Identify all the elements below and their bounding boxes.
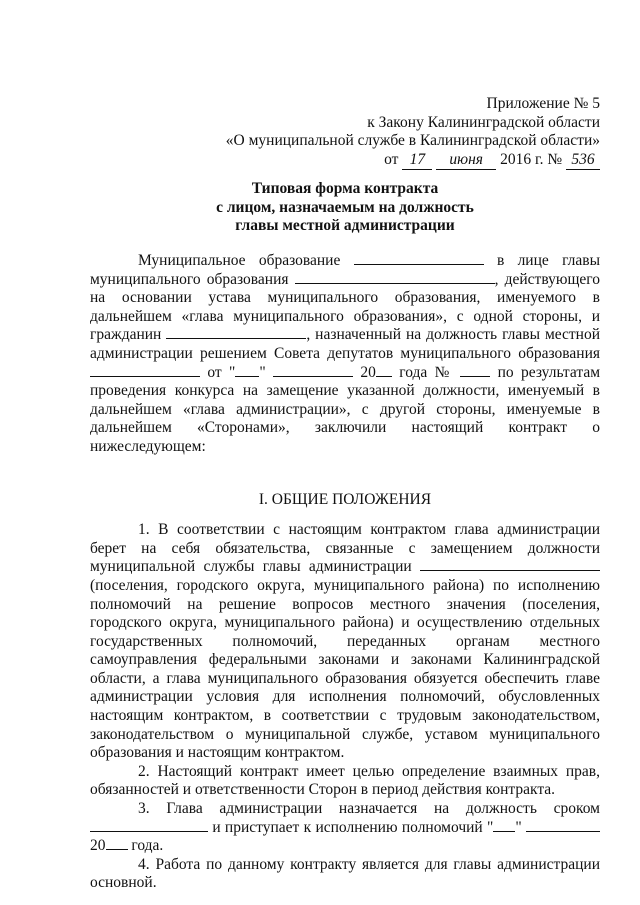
blank-start-month (526, 819, 600, 832)
intro-text-2: в лице главы муниципального образования (90, 252, 600, 288)
blank-administration-name (420, 558, 600, 571)
intro-text-8: года № (399, 363, 453, 381)
blank-decision-number (460, 364, 490, 377)
clause-3 (90, 800, 600, 856)
intro-text-4: , назначенный на должность главы местной администрации решением Совета депутатов муниципального образования (90, 326, 601, 362)
clause-2: 2. Настоящий контракт имеет целью определение взаимных прав, обязанностей и ответственности Сторон в период действия контракта. (90, 762, 600, 799)
document-title (90, 180, 600, 236)
clause-4: 4. Работа по данному контракту является для главы администрации основной. (90, 855, 600, 892)
blank-start-year (106, 837, 128, 850)
intro-text-1: Муниципальное образование (138, 252, 341, 269)
title-line-3: главы местной администрации (235, 217, 455, 235)
document-body (90, 252, 600, 893)
appendix-law-title: «О муниципальной службе в Калининградской области» (225, 132, 600, 150)
intro-text-6: " (259, 363, 266, 381)
date-month: июня (436, 151, 496, 171)
clause-1-text-b: (поселения, городского округа, муниципального района) по исполнению полномочий на решение вопросов местного значения (поселения, городского округа, муниципального района) и осуществлению отдельных государственных полномочий, переданных органам местного самоуправления федеральными законами и законами Калининградской области, а глава муниципального образования обязуется обеспечить главе администрации условия для исполнения полномочий, обусловленных настоящим контрактом, в соответствии с трудовым законодательством, законодательством о муниципальной службе, уставом муниципального образования и настоящим контрактом. (90, 576, 600, 762)
clause-3-text-a: 3. Глава администрации назначается на должность сроком (138, 800, 600, 818)
section-heading: I. ОБЩИЕ ПОЛОЖЕНИЯ (258, 490, 432, 508)
clause-1 (90, 521, 600, 763)
clause-3-text-e: года. (131, 837, 164, 855)
blank-year (376, 364, 392, 377)
blank-citizen-name (166, 326, 306, 339)
blank-day (235, 364, 259, 377)
intro-text-3: , действующего на основании устава муниципального образования, именуемого в дальнейшем «глава муниципального образования», с одной стороны, и гражданин (90, 270, 600, 344)
title-line-1: Типовая форма контракта (251, 180, 439, 197)
appendix-law-ref: к Закону Калининградской области (367, 113, 600, 131)
blank-council-municipality (90, 364, 200, 377)
blank-month (273, 364, 353, 377)
appendix-header (226, 95, 600, 170)
intro-paragraph (90, 252, 600, 457)
title-line-2: с лицом, назначаемым на должность (216, 198, 474, 216)
intro-text-7: 20 (360, 363, 376, 381)
clause-3-text-c: " (515, 818, 522, 836)
appendix-date-line (226, 151, 600, 171)
blank-head-name (295, 271, 495, 284)
blank-municipality (354, 252, 484, 265)
date-prefix: от (384, 150, 399, 168)
intro-text-5: от " (207, 363, 236, 381)
date-day: 17 (402, 151, 432, 171)
law-number: 536 (566, 151, 600, 171)
intro-text-9: по результатам проведения конкурса на замещение указанной должности, именуемый в дальнейшем «глава администрации», с другой стороны, именуемые в дальнейшем «Сторонами», заключили настоящий контракт о нижеследующем: (90, 363, 601, 455)
appendix-number: Приложение № 5 (486, 95, 600, 112)
clause-3-text-b: и приступает к исполнению полномочий " (212, 818, 494, 836)
blank-term (90, 819, 208, 832)
date-year: 2016 г. № (500, 150, 563, 168)
blank-start-day (493, 819, 515, 832)
clause-1-text-a: 1. В соответствии с настоящим контрактом глава администрации берет на себя обязательства, связанные с замещением должности муниципальной службы главы администрации (90, 521, 600, 576)
clause-3-text-d: 20 (90, 837, 106, 855)
